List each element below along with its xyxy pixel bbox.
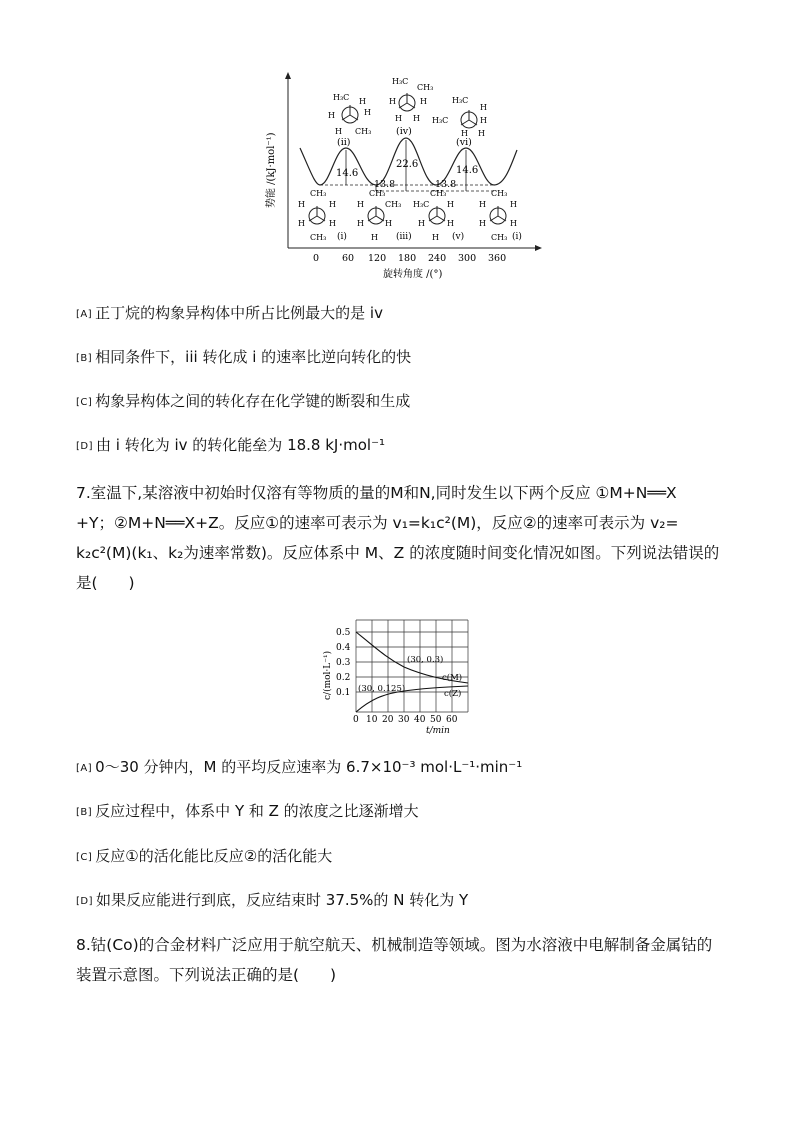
- q7-line-3: k₂c²(M)(k₁、k₂为速率常数)。反应体系中 M、Z 的浓度随时间变化情况如图。下列说法错误的: [76, 544, 720, 562]
- svg-text:H: H: [364, 108, 371, 117]
- svg-text:CH₃: CH₃: [310, 233, 327, 242]
- x-tick-300: 300: [458, 253, 477, 264]
- trough-label-iii: (iii): [396, 232, 412, 242]
- svg-text:H₃C: H₃C: [432, 116, 449, 125]
- option-label: [B]: [76, 807, 93, 818]
- trough-label-v: (v): [452, 232, 465, 242]
- peak-label-vi: (vi): [456, 137, 472, 148]
- x-tick-0: 0: [353, 715, 359, 725]
- svg-text:H: H: [357, 219, 364, 228]
- newman-v-icon: [413, 189, 454, 242]
- gap-value-2: 13.8: [435, 179, 457, 190]
- q7-line-4: 是( ): [76, 574, 135, 592]
- q7-line-1: 7.室温下,某溶液中初始时仅溶有等物质的量的M和N,同时发生以下两个反应 ①M+N══X: [76, 484, 677, 502]
- newman-i-left-icon: [298, 189, 336, 242]
- svg-text:H₃C: H₃C: [392, 77, 409, 86]
- svg-text:H: H: [478, 129, 485, 138]
- x-tick-40: 40: [414, 715, 426, 725]
- newman-ii-icon: [328, 93, 371, 136]
- q7-option-c[interactable]: [76, 846, 332, 868]
- y-tick-0.2: 0.2: [336, 673, 351, 683]
- option-text: 如果反应能进行到底，反应结束时 37.5%的 N 转化为 Y: [96, 891, 469, 909]
- svg-text:H: H: [479, 200, 486, 209]
- svg-text:H: H: [432, 233, 439, 242]
- y-tick-0.5: 0.5: [336, 628, 351, 638]
- q8-line-2: 装置示意图。下列说法正确的是( ): [76, 966, 337, 984]
- svg-text:H: H: [371, 233, 378, 242]
- svg-text:H: H: [420, 97, 427, 106]
- svg-text:H: H: [395, 114, 402, 123]
- svg-text:CH₃: CH₃: [417, 83, 434, 92]
- y-axis-label: c/(mol·L⁻¹): [323, 650, 333, 700]
- trough-label-i: (i): [337, 232, 347, 242]
- q8-line-1: 8.钴(Co)的合金材料广泛应用于航空航天、机械制造等领域。图为水溶液中电解制备金属钴的: [76, 936, 713, 954]
- svg-text:CH₃: CH₃: [491, 189, 508, 198]
- svg-text:H: H: [329, 200, 336, 209]
- barrier-value-3: 14.6: [456, 165, 479, 176]
- option-label: [C]: [76, 397, 93, 408]
- barrier-value-2: 22.6: [396, 159, 419, 170]
- svg-text:H: H: [479, 219, 486, 228]
- x-axis-label: t/min: [426, 726, 450, 736]
- q6-option-d[interactable]: [76, 435, 385, 457]
- svg-text:H: H: [510, 200, 517, 209]
- x-tick-360: 360: [488, 253, 507, 264]
- q6-option-c[interactable]: [76, 391, 410, 413]
- svg-text:H₃C: H₃C: [452, 96, 469, 105]
- point-label-1: (30, 0.3): [407, 655, 444, 665]
- svg-text:CH₃: CH₃: [491, 233, 508, 242]
- curve-label-m: c(M): [442, 673, 463, 683]
- concentration-figure: [320, 612, 480, 740]
- x-tick-240: 240: [428, 253, 447, 264]
- svg-text:CH₃: CH₃: [369, 189, 386, 198]
- newman-iv-icon: [389, 77, 433, 123]
- q7-line-2: +Y；②M+N══X+Z。反应①的速率可表示为 v₁=k₁c²(M)，反应②的速率可表示为 v₂=: [76, 514, 679, 532]
- svg-text:H: H: [447, 200, 454, 209]
- newman-vi-icon: [432, 96, 487, 138]
- svg-text:CH₃: CH₃: [355, 127, 372, 136]
- svg-text:H: H: [357, 200, 364, 209]
- option-text: 反应过程中，体系中 Y 和 Z 的浓度之比逐渐增大: [95, 802, 419, 820]
- peak-label-iv: (iv): [396, 126, 412, 137]
- curve-label-z: c(Z): [444, 689, 462, 699]
- y-tick-0.3: 0.3: [336, 658, 351, 668]
- y-tick-0.1: 0.1: [336, 688, 351, 698]
- x-tick-180: 180: [398, 253, 417, 264]
- x-tick-50: 50: [430, 715, 442, 725]
- x-tick-labels: [313, 253, 506, 264]
- q8-stem: [76, 930, 726, 990]
- option-label: [D]: [76, 441, 94, 452]
- option-text: 由 i 转化为 iv 的转化能垒为 18.8 kJ·mol⁻¹: [96, 436, 386, 454]
- option-text: 0～30 分钟内，M 的平均反应速率为 6.7×10⁻³ mol·L⁻¹·min⁻¹: [95, 758, 523, 776]
- option-label: [D]: [76, 896, 94, 907]
- svg-text:H: H: [418, 219, 425, 228]
- x-tick-10: 10: [366, 715, 378, 725]
- x-axis-arrow: [535, 245, 542, 251]
- x-tick-60: 60: [342, 253, 355, 264]
- y-axis-label: 势能 /(kJ·mol⁻¹): [266, 132, 277, 208]
- conformation-energy-figure: [255, 70, 545, 285]
- gap-value-1: 13.8: [374, 179, 396, 190]
- barrier-value-1: 14.6: [336, 168, 359, 179]
- q6-option-a[interactable]: [76, 303, 383, 325]
- svg-text:H₃C: H₃C: [413, 200, 430, 209]
- point-label-2: (30, 0.125): [358, 684, 406, 694]
- option-text: 构象异构体之间的转化存在化学键的断裂和生成: [95, 392, 411, 410]
- option-label: [A]: [76, 309, 93, 320]
- svg-text:H: H: [480, 103, 487, 112]
- svg-text:H: H: [335, 127, 342, 136]
- newman-iii-icon: [357, 189, 401, 242]
- x-tick-20: 20: [382, 715, 394, 725]
- y-axis-arrow: [285, 72, 291, 79]
- option-text: 反应①的活化能比反应②的活化能大: [95, 847, 333, 865]
- svg-text:H: H: [510, 219, 517, 228]
- q7-option-b[interactable]: [76, 801, 419, 823]
- svg-text:H: H: [413, 114, 420, 123]
- x-tick-labels: [353, 715, 458, 725]
- svg-text:H: H: [329, 219, 336, 228]
- svg-text:H: H: [298, 219, 305, 228]
- option-text: 相同条件下，iii 转化成 i 的速率比逆向转化的快: [95, 348, 412, 366]
- y-tick-0.4: 0.4: [336, 643, 351, 653]
- option-label: [B]: [76, 353, 93, 364]
- svg-text:H: H: [359, 97, 366, 106]
- svg-text:H₃C: H₃C: [333, 93, 350, 102]
- q6-option-b[interactable]: [76, 347, 411, 369]
- svg-text:H: H: [447, 219, 454, 228]
- svg-text:H: H: [480, 116, 487, 125]
- option-text: 正丁烷的构象异构体中所占比例最大的是 iv: [95, 304, 383, 322]
- peak-label-ii: (ii): [337, 137, 351, 148]
- y-tick-labels: [336, 628, 351, 698]
- option-label: [A]: [76, 763, 93, 774]
- svg-text:H: H: [461, 129, 468, 138]
- svg-text:CH₃: CH₃: [385, 200, 402, 209]
- svg-text:CH₃: CH₃: [310, 189, 327, 198]
- x-tick-30: 30: [398, 715, 410, 725]
- q7-stem: [76, 478, 726, 598]
- svg-text:H: H: [389, 97, 396, 106]
- svg-text:CH₃: CH₃: [430, 189, 447, 198]
- x-tick-60: 60: [446, 715, 458, 725]
- trough-label-i-end: (i): [512, 232, 522, 242]
- option-label: [C]: [76, 852, 93, 863]
- x-axis-label: 旋转角度 /(°): [383, 269, 443, 280]
- q7-option-d[interactable]: [76, 890, 468, 912]
- q7-option-a[interactable]: [76, 757, 522, 779]
- x-tick-0: 0: [313, 253, 320, 264]
- svg-text:H: H: [328, 111, 335, 120]
- svg-text:H: H: [385, 219, 392, 228]
- x-tick-120: 120: [368, 253, 387, 264]
- svg-text:H: H: [298, 200, 305, 209]
